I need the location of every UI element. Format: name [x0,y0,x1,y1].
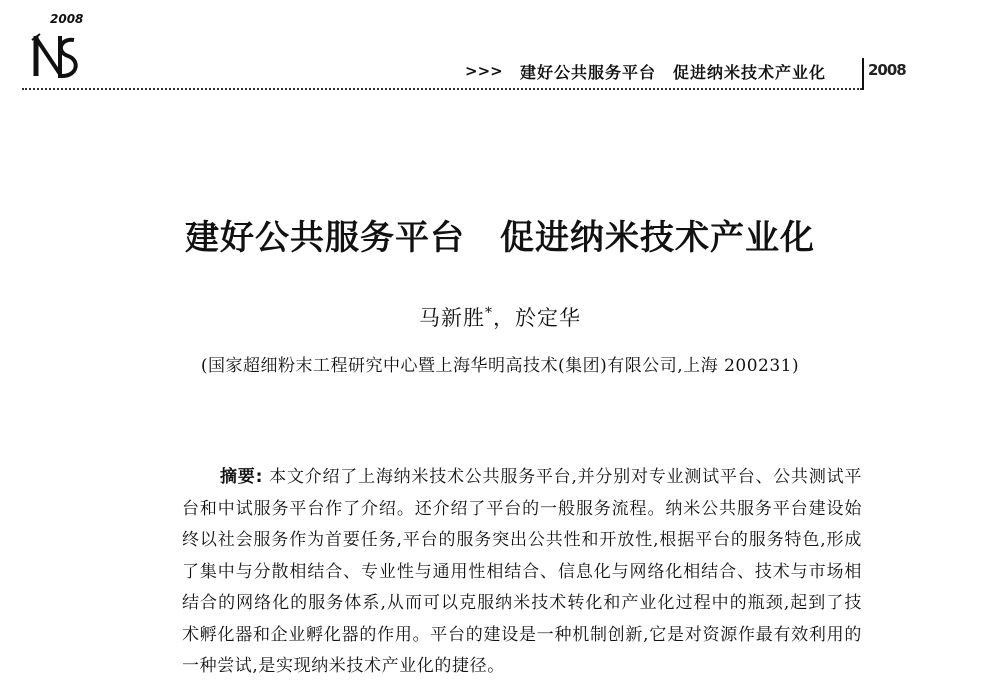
paper-affiliation: (国家超细粉末工程研究中心暨上海华明高技术(集团)有限公司,上海 200231) [200,356,800,376]
abstract-text: 本文介绍了上海纳米技术公共服务平台,并分别对专业测试平台、公共测试平台和中试服务平台作了介绍。还介绍了平台的一般服务流程。纳米公共服务平台建设始终以社会服务作为首要任务,平台的服务突出公共性和开放性,根据平台的服务特色,形成了集中与分散相结合、专业性与通用性相结合、信息化与网络化相结合、技术与市场相结合的网络化的服务体系,从而可以克服纳米技术转化和产业化过程中的瓶颈,起到了技术孵化器和企业孵化器的作用。平台的建设是一种机制创新,它是对资源作最有效利用的一种尝试,是实现纳米技术产业化的捷径。 [182,467,862,676]
running-head-divider [862,58,864,90]
logo-year: 2008 [50,12,84,26]
header-rule [22,88,862,90]
abstract [182,462,862,683]
running-head-title: 建好公共服务平台 促进纳米技术产业化 [520,63,827,82]
author-rest: ，於定华 [493,306,581,330]
running-head [0,58,930,88]
running-head-arrows: >>> [465,62,503,80]
author-first: 马新胜 [419,306,485,330]
paper-title: 建好公共服务平台 促进纳米技术产业化 [185,218,815,258]
running-head-code: 2008 [868,61,906,79]
corresponding-mark: * [485,305,493,321]
abstract-label: 摘要: [220,467,263,487]
paper-authors [0,302,1000,332]
